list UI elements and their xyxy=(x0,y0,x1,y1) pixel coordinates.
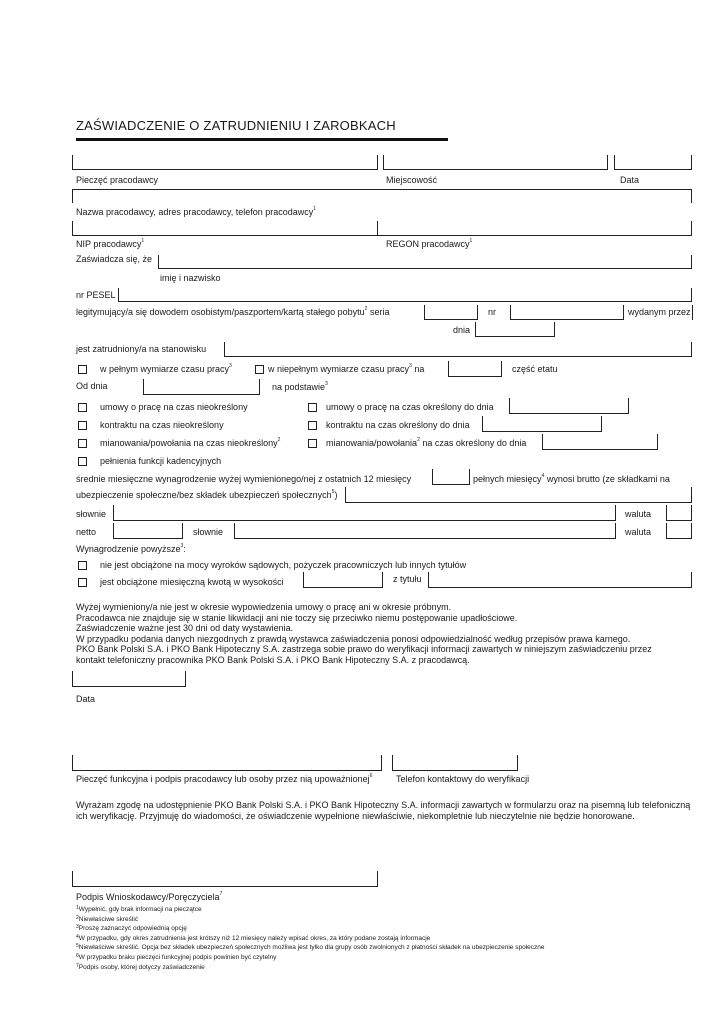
kontrakt-nieokr-label: kontraktu na czas nieokreślony xyxy=(100,420,224,430)
niepelny-label: w niepełnym wymiarze czasu pracy$^3$ na xyxy=(268,363,425,374)
mian-nieokr-label: mianowania/powołania na czas nieokreślony$^2$ xyxy=(100,437,281,448)
pieczec-funkcyjna-field[interactable] xyxy=(72,755,382,771)
statement-line: kontakt telefoniczny pracownika PKO Bank Polski S.A. i PKO Bank Hipoteczny S.A. z pracodawcą. xyxy=(76,655,470,665)
nip-field[interactable] xyxy=(72,221,378,236)
imie-nazwisko-field[interactable] xyxy=(158,255,692,269)
waluta-field[interactable] xyxy=(666,505,692,521)
czesc-label: część etatu xyxy=(512,364,558,374)
footnote-text: W przypadku, gdy okres zatrudnienia jest krótszy niż 12 miesięcy należy wpisać okres, za który podane zostają informacje xyxy=(78,934,431,942)
od-dnia-label: Od dnia xyxy=(76,381,108,391)
pieczec-label: Pieczęć pracodawcy xyxy=(76,175,159,185)
footnote-text: Niewłaściwe skreślić. Opcja bez składek ubezpieczeń społecznych możliwa jest tylko dla grupy osób zwolnionych z płatności składek na ubezpieczenie społeczne xyxy=(78,944,545,952)
kontrakt-okr-checkbox[interactable] xyxy=(308,421,317,430)
nip-label: NIP pracodawcy$^1$ xyxy=(76,238,145,249)
telefon-field[interactable] xyxy=(392,755,518,771)
nr-label: nr xyxy=(488,307,497,317)
kontrakt-nieokr-checkbox[interactable] xyxy=(78,421,87,430)
pesel-field[interactable] xyxy=(118,288,692,302)
mian-okr-label: mianowania/powołania$^2$ na czas określony do dnia xyxy=(326,437,527,448)
data-field[interactable] xyxy=(614,155,692,170)
footnote-3 xyxy=(76,925,187,933)
podstawie-label: na podstawie$^3$ xyxy=(272,381,328,392)
data-label: Data xyxy=(620,175,640,185)
waluta-label: waluta xyxy=(625,509,652,519)
footnote-text: Proszę zaznaczyć odpowiednią opcję xyxy=(78,925,187,933)
footnote-number: 6 xyxy=(76,953,79,959)
footnote-number: 7 xyxy=(76,962,79,969)
netto-slownie-field[interactable] xyxy=(234,523,616,539)
slownie-field[interactable] xyxy=(113,505,616,521)
miejscowosc-field[interactable] xyxy=(383,155,608,170)
nazwa-label: Nazwa pracodawcy, adres pracodawcy, telefon pracodawcy$^1$ xyxy=(76,206,317,217)
footnote-4 xyxy=(76,935,430,943)
footnote-text: W przypadku braku pieczęci funkcyjnej podpis powinien być czytelny xyxy=(78,954,277,961)
z-tytulu-label: z tytułu xyxy=(393,574,422,584)
netto-field[interactable] xyxy=(113,523,183,539)
podpis-field[interactable] xyxy=(72,871,378,887)
umowa-nieokr-label: umowy o pracę na czas nieokreślony xyxy=(100,402,248,412)
pelnych-label: pełnych miesięcy$^4$ wynosi brutto (ze składkami na xyxy=(473,473,670,484)
dnia-label: dnia xyxy=(453,325,471,335)
footnote-7 xyxy=(76,964,205,972)
page-title: ZAŚWIADCZENIE O ZATRUDNIENIU I ZAROBKACH xyxy=(76,118,396,133)
footnote-text: Niewłaściwe skreślić xyxy=(78,915,139,923)
nie-obciazone-checkbox[interactable] xyxy=(78,561,87,570)
pesel-label: nr PESEL xyxy=(76,290,116,300)
kontrakt-okr-field[interactable] xyxy=(482,416,602,432)
consent-line: Wyrażam zgodę na udostępnienie PKO Bank Polski S.A. i PKO Bank Hipoteczny S.A. informacji zawartych w formularzu oraz na pisemną lub telefoniczną xyxy=(76,800,691,810)
footnote-6 xyxy=(76,954,276,962)
data2-label: Data xyxy=(76,694,96,704)
footnote-number: 1 xyxy=(76,905,79,911)
miesiace-field[interactable] xyxy=(432,469,470,485)
mian-okr-field[interactable] xyxy=(542,434,658,450)
pieczec-funkcyjna-label: Pieczęć funkcyjna i podpis pracodawcy lub osoby przez nią upoważnionej$^6$ xyxy=(76,773,373,784)
kadencyjne-label: pełnienia funkcji kadencyjnych xyxy=(100,456,222,466)
seria-field[interactable] xyxy=(424,305,478,320)
footnote-5 xyxy=(76,944,545,952)
srednie-label: średnie miesięczne wynagrodzenie wyżej wymienionego/nej z ostatnich 12 miesięcy xyxy=(76,474,412,484)
data2-field[interactable] xyxy=(72,671,186,687)
nie-obciazone-label: nie jest obciążone na mocy wyroków sądowych, pożyczek pracowniczych lub innych tytułów xyxy=(100,560,467,570)
statement-line: Zaświadczenie ważne jest 30 dni od daty wystawienia. xyxy=(76,623,294,634)
od-dnia-field[interactable] xyxy=(143,379,260,395)
legitymujacy-label: legitymujący/a się dowodem osobistym/paszportem/kartą stałego pobytu$^2$ seria xyxy=(76,306,390,317)
slownie-label: słownie xyxy=(76,509,107,519)
footnote-text: Wypełnić, gdy brak informacji na pieczątce xyxy=(78,906,202,913)
separator-field xyxy=(72,189,692,203)
statement-line: W przypadku podania danych niezgodnych z prawdą wystawca zaświadczenia ponosi odpowiedzialność według przepisów prawa karnego. xyxy=(76,633,631,644)
netto-label: netto xyxy=(76,527,97,537)
consent-line: ich weryfikację. Przyjmuję do wiadomości, że oświadczenie wypełnione niewłaściwie, niekompletnie lub nieczytelnie nie będzie honorowane. xyxy=(76,810,635,821)
pieczec-field[interactable] xyxy=(72,155,378,170)
umowa-okr-label: umowy o pracę na czas określony do dnia xyxy=(326,402,494,412)
wynagrodzenie-powyzsze-label: Wynagrodzenie powyższe$^3$: xyxy=(76,543,186,554)
etat-field[interactable] xyxy=(448,361,502,377)
kontrakt-okr-label: kontraktu na czas określony do dnia xyxy=(326,420,470,430)
zaswiadcza-label: Zaświadcza się, że xyxy=(76,254,153,264)
mian-nieokr-checkbox[interactable] xyxy=(78,439,87,448)
statement-line: Wyżej wymieniony/a nie jest w okresie wypowiedzenia umowy o pracę ani w okresie próbnym. xyxy=(76,602,452,612)
waluta2-label: waluta xyxy=(625,527,652,537)
footnote-number: 5 xyxy=(76,943,79,950)
obciazone-label: jest obciążone miesięczną kwotą w wysokości xyxy=(100,577,284,587)
miejscowosc-label: Miejscowość xyxy=(386,175,438,185)
z-tytulu-field[interactable] xyxy=(428,572,692,588)
nr-field[interactable] xyxy=(510,305,624,320)
slownie2-label: słownie xyxy=(193,527,224,537)
pelny-label: w pełnym wymiarze czasu pracy$^3$ xyxy=(100,363,232,374)
mian-okr-checkbox[interactable] xyxy=(308,439,317,448)
niepelny-checkbox[interactable] xyxy=(255,365,264,374)
dnia-field[interactable] xyxy=(475,322,555,337)
footnote-number: 2 xyxy=(76,914,79,921)
regon-label: REGON pracodawcy$^1$ xyxy=(386,238,473,249)
footnote-number: 4 xyxy=(76,933,79,940)
footnote-1 xyxy=(76,906,202,914)
kwota-field[interactable] xyxy=(303,572,383,588)
obciazone-checkbox[interactable] xyxy=(78,578,87,587)
umowa-okr-field[interactable] xyxy=(509,398,629,414)
ubezpieczenie-label: ubezpieczenie społeczne/bez składek ubezpieczeń społecznych$^5$) xyxy=(76,489,338,500)
wydanym-field[interactable] xyxy=(692,305,693,320)
kadencyjne-checkbox[interactable] xyxy=(78,457,87,466)
waluta2-field[interactable] xyxy=(666,523,692,539)
brutto-field[interactable] xyxy=(345,487,692,503)
statement-line: Pracodawca nie znajduje się w stanie likwidacji ani nie toczy się przeciwko niemu postępowanie upadłościowe. xyxy=(76,612,518,623)
footnote-2 xyxy=(76,916,138,924)
footnote-number: 3 xyxy=(76,924,79,931)
statement-line: PKO Bank Polski S.A. i PKO Bank Hipoteczny S.A. zastrzega sobie prawo do weryfikacji informacji zawartych w niniejszym zaświadczeniu przez xyxy=(76,644,652,655)
imie-label: imię i nazwisko xyxy=(160,273,221,283)
zatrudniony-label: jest zatrudniony/a na stanowisku xyxy=(76,344,207,354)
footnote-text: Podpis osoby, której dotyczy zaświadczenie xyxy=(78,963,205,971)
umowa-nieokr-checkbox[interactable] xyxy=(78,403,87,412)
stanowisko-field[interactable] xyxy=(224,342,692,357)
umowa-okr-checkbox[interactable] xyxy=(308,403,317,412)
pelny-checkbox[interactable] xyxy=(78,365,87,374)
telefon-weryfikacji-label: Telefon kontaktowy do weryfikacji xyxy=(396,774,530,784)
wydanym-label: wydanym przez xyxy=(628,307,691,317)
title-underline xyxy=(76,138,448,141)
podpis-label: Podpis Wnioskodawcy/Poręczyciela$^7$ xyxy=(76,891,223,902)
